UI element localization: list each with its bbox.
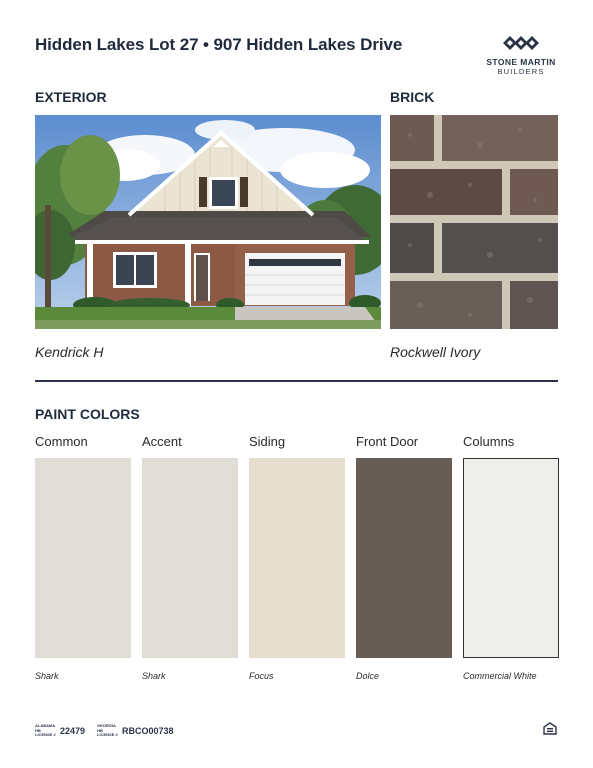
paint-name-columns: Commercial White [463,671,537,681]
paint-label-columns: Columns [463,434,515,449]
logo-subtext: BUILDERS [497,67,545,76]
diamond-chevrons-logo-icon [501,33,541,53]
paint-colors-heading: PAINT COLORS [35,406,140,422]
license-2-label: GEORGIA HB LICENSE # [97,723,118,738]
paint-swatch-common [35,458,131,658]
paint-label-siding: Siding [249,434,286,449]
page-title: Hidden Lakes Lot 27 • 907 Hidden Lakes Drive [35,35,403,54]
paint-swatch-front-door [356,458,452,658]
builder-logo [476,33,566,76]
paint-label-common: Common [35,434,88,449]
section-divider [35,380,558,382]
paint-name-front-door: Dolce [356,671,380,681]
brick-name: Rockwell Ivory [390,344,481,360]
license-footer [35,722,186,740]
exterior-heading: EXTERIOR [35,89,107,105]
paint-swatch-columns [463,458,559,658]
equal-housing-opportunity-icon [543,722,557,740]
license-1-number: 22479 [60,726,86,736]
brick-heading: BRICK [390,89,435,105]
paint-label-front-door: Front Door [356,434,419,449]
house-model-name: Kendrick H [35,344,104,360]
brick-sample-image [390,115,558,329]
paint-name-accent: Shark [142,671,166,681]
license-1-label: ALABAMA HB LICENSE # [35,723,56,738]
paint-name-siding: Focus [249,671,274,681]
house-exterior-image [35,115,381,329]
paint-swatch-accent [142,458,238,658]
paint-name-common: Shark [35,671,59,681]
paint-label-accent: Accent [142,434,182,449]
license-2-number: RBCO00738 [122,726,174,736]
logo-brand-text: STONE MARTIN [486,57,556,67]
paint-swatch-siding [249,458,345,658]
